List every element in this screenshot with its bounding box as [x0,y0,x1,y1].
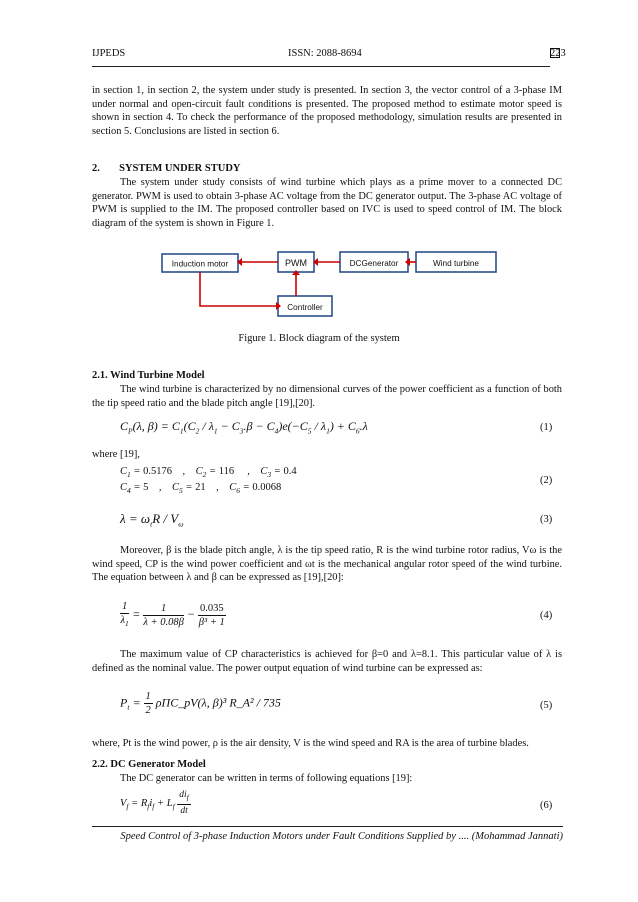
eq4-denominator-3: β³ + 1 [198,616,225,628]
equation-5-number: (5) [540,700,553,711]
where-paragraph-2: where, Pt is the wind power, ρ is the air density, V is the wind speed and RA is the area of turbine blades. [92,738,529,749]
equation-6: $V_f = R_fi_f + L_f$ $\frac{di_f}{dt}$ [120,790,189,816]
induction-motor-label: Induction motor [171,259,229,269]
section-2-1-heading: 2.1. Wind Turbine Model [92,370,205,381]
figure-1-block-diagram [160,244,500,320]
moreover-paragraph: Moreover, β is the blade pitch angle, λ is the tip speed ratio, R is the wind turbine rotor radius, Vω is the wind speed, CP is the wind power coefficient and ωt is the mechanical angular rotor speed of the wind turbine. The equation between λ and β can be expressed as [19],[20]: [92,545,562,584]
where-label: where [19], [92,449,140,460]
section-2-number: 2. [92,163,100,174]
section-2-paragraph: The system under study consists of wind turbine which plays as a prime mover to a connected DC generator. PWM is used to obtain 3-phase AC voltage from the DC generator output. The 3-phase AC voltage of PWM is supplied to the IM. The proposed controller based on IVC is used to speed control of IM. The block diagram of the system is shown in Figure 1. [92,177,562,229]
equation-2-row-1: $C_1 = 0.5176$ , $C_2 = 116$ , $C_3 = 0.4$ [120,466,297,480]
c6-value: 0.0068 [252,482,282,493]
eq4-numerator-1: 1 [122,601,128,612]
section-2-2-heading: 2.2. DC Generator Model [92,759,206,770]
intro-paragraph: in section 1, in section 2, the system under study is presented. In section 3, the vector control of a 3-phase IM under normal and open-circuit fault conditions is presented. The proposed method to estimate motor speed is shown in section 4. To check the performance of the proposed methodology, simulation results are presented in section 5. Conclusions are listed in section 6. [92,85,562,137]
section-2-title: SYSTEM UNDER STUDY [119,163,241,174]
equation-6-number: (6) [540,800,553,811]
eq4-denominator-2: λ + 0.08β [143,616,184,628]
equation-4: $\frac{1}{\lambda_1}$ = $\frac{1}{\lambda + 0.08\beta}$ − $\frac{0.035}{\text{β³ + 1}}$ [120,601,225,629]
arrow-motor-to-controller [200,272,276,306]
equation-5: $P_t$ = $\frac{1}{2}$ ρΠC_pV(λ, β)³ R_A² / 735 [120,691,281,716]
issn: ISSN: 2088-8694 [288,48,362,59]
eq5-expression: ρΠC_pV(λ, β)³ R_A² / 735 [155,695,281,710]
c2-value: 116 [218,466,235,477]
max-value-paragraph: The maximum value of CP characteristics is achieved for β=0 and λ=8.1. This particular value of λ is defined as the nominal value. The power output equation of wind turbine can be expressed as: [92,649,562,674]
journal-name: IJPEDS [92,48,126,59]
equation-3-number: (3) [540,514,553,525]
eq5-numerator: 1 [145,691,151,702]
equation-3: $\lambda = \omega_tR / V_\omega$ [120,511,184,529]
c3-value: 0.4 [283,466,297,477]
eq5-denominator: 2 [145,705,151,716]
section-2-1-paragraph: The wind turbine is characterized by no dimensional curves of the power coefficient as a function of both the tip speed ratio and the blade pitch angle [19],[20]. [92,384,562,409]
section-2-heading [92,163,240,174]
pwm-label: PWM [285,258,307,268]
eq4-numerator-3: 0.035 [199,602,224,614]
c4-value: 5 [143,482,149,493]
page-number: 223 [550,48,566,59]
figure-1-caption: Figure 1. Block diagram of the system [238,333,400,344]
equation-1-number: (1) [540,422,553,433]
equation-4-number: (4) [540,610,553,621]
equation-2-number: (2) [540,475,553,486]
c1-value: 0.5176 [143,466,172,477]
equation-2-row-2: $C_4 = 5$ , $C_5 = 21$ , $C_6 = 0.0068$ [120,482,282,496]
eq4-numerator-2: 1 [143,602,184,616]
page-header [92,48,566,67]
controller-label: Controller [287,303,323,312]
c5-value: 21 [195,482,206,493]
dc-generator-label: DCGenerator [349,259,399,268]
page-footer: Speed Control of 3-phase Induction Motors under Fault Conditions Supplied by .... (Mohammad Jannati) [92,826,563,842]
equation-1: $C_P(\lambda$, $\beta) = C_1(C_2 / \lambda_1 - C_3.\beta - C_4)e(-C_5 / \lambda_1) + C_6.\lambda$ [120,419,368,436]
wind-turbine-label: Wind turbine [433,259,479,268]
section-2-2-paragraph: The DC generator can be written in terms of following equations [19]: [120,773,413,784]
